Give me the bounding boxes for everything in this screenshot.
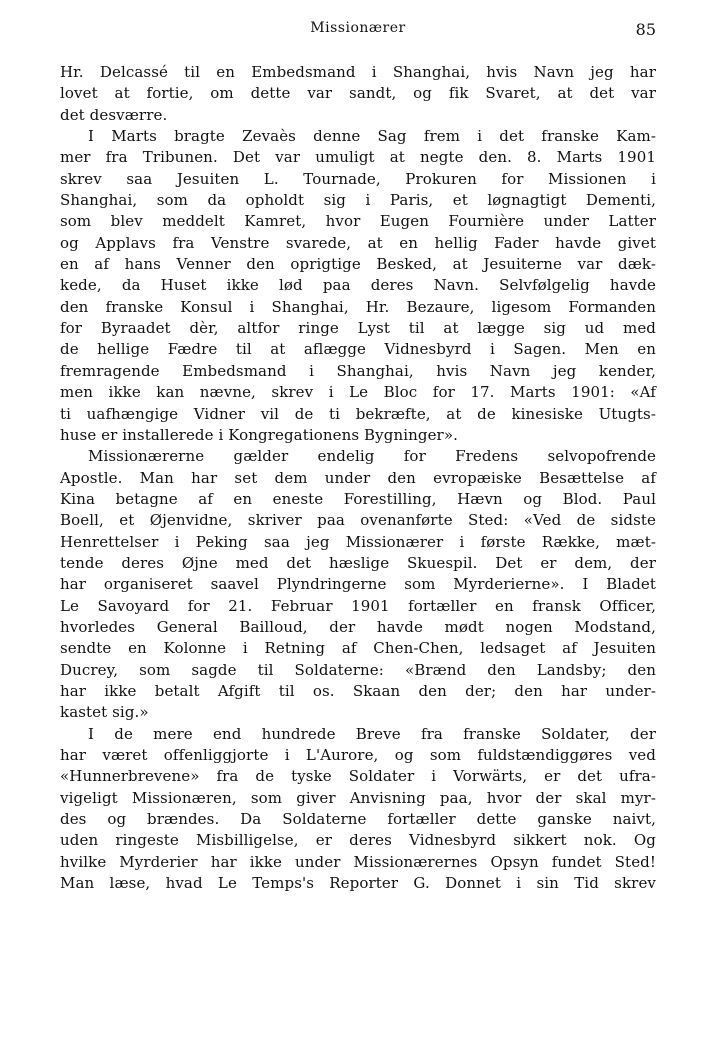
text-line: Le Savoyard for 21. Februar 1901 fortæller en fransk Officer, <box>60 596 656 615</box>
text-line: som blev meddelt Kamret, hvor Eugen Fournière under Latter <box>60 212 656 231</box>
text-line: har organiseret saavel Plyndringerne som Myrderierne». I Bladet <box>60 575 656 594</box>
text-line: skrev saa Jesuiten L. Tournade, Prokuren for Missionen i <box>60 169 656 188</box>
text-line: lovet at fortie, om dette var sandt, og fik Svaret, at det var <box>60 84 656 103</box>
text-line: Ducrey, som sagde til Soldaterne: «Brænd den Landsby; den <box>60 660 656 679</box>
text-line: fremragende Embedsmand i Shanghai, hvis Navn jeg kender, <box>60 361 656 380</box>
text-line: huse er installerede i Kongregationens Bygninger». <box>60 425 458 444</box>
text-line: har ikke betalt Afgift til os. Skaan den der; den har under- <box>60 681 656 700</box>
text-line: kede, da Huset ikke lød paa deres Navn. Selvfølgelig havde <box>60 276 656 295</box>
text-line: hvilke Myrderier har ikke under Missionærernes Opsyn fundet Sted! <box>60 852 656 871</box>
text-line: har været offenliggjorte i L'Aurore, og som fuldstændiggøres ved <box>60 746 656 764</box>
text-line: og Applavs fra Venstre svarede, at en hellig Fader havde givet <box>60 233 656 252</box>
text-line: Boell, et Øjenvidne, skriver paa ovenanførte Sted: «Ved de sidste <box>60 511 656 530</box>
text-line: kastet sig.» <box>60 703 149 722</box>
text-line: «Hunnerbrevene» fra de tyske Soldater i Vorwärts, er det ufra- <box>60 767 656 786</box>
text-line: Missionærerne gælder endelig for Fredens selvopofrende <box>88 447 656 466</box>
text-line: tende deres Øjne med det hæslige Skuespil. Det er dem, der <box>60 553 656 572</box>
text-line: det desværre. <box>60 105 168 124</box>
text-line: Apostle. Man har set dem under den evropæiske Besættelse af <box>60 468 656 487</box>
text-line: sendte en Kolonne i Retning af Chen-Chen, ledsaget af Jesuiten <box>60 639 656 658</box>
text-line: ti uafhængige Vidner vil de ti bekræfte, at de kinesiske Utugts- <box>60 404 656 423</box>
text-line: vigeligt Missionæren, som giver Anvisning paa, hvor der skal myr- <box>60 788 656 807</box>
text-line: Henrettelser i Peking saa jeg Missionærer i første Række, mæt- <box>60 532 656 551</box>
text-line: en af hans Venner den oprigtige Besked, at Jesuiterne var dæk- <box>60 255 656 274</box>
text-line: Kina betagne af en eneste Forestilling, Hævn og Blod. Paul <box>60 489 656 508</box>
text-line: Hr. Delcassé til en Embedsmand i Shanghai, hvis Navn jeg har <box>60 63 656 81</box>
text-line: men ikke kan nævne, skrev i Le Bloc for 17. Marts 1901: «Af <box>60 383 656 402</box>
text-line: I de mere end hundrede Breve fra franske Soldater, der <box>88 724 656 743</box>
text-line: hvorledes General Bailloud, der havde mødt nogen Modstand, <box>60 617 656 636</box>
page-header <box>60 20 656 44</box>
text-line: Shanghai, som da opholdt sig i Paris, et løgnagtigt Dementi, <box>60 191 656 210</box>
text-line: des og brændes. Da Soldaterne fortæller dette ganske naivt, <box>60 810 656 829</box>
running-title: Missionærer <box>310 20 406 36</box>
text-line: de hellige Fædre til at aflægge Vidnesbyrd i Sagen. Men en <box>60 340 656 359</box>
text-line: mer fra Tribunen. Det var umuligt at negte den. 8. Marts 1901 <box>60 148 656 167</box>
text-line: I Marts bragte Zevaès denne Sag frem i det franske Kam- <box>88 127 656 146</box>
text-line: Man læse, hvad Le Temps's Reporter G. Donnet i sin Tid skrev <box>60 874 656 893</box>
text-line: uden ringeste Misbilligelse, er deres Vidnesbyrd sikkert nok. Og <box>60 831 656 850</box>
body-text <box>60 62 656 894</box>
text-line: den franske Konsul i Shanghai, Hr. Bezaure, ligesom Formanden <box>60 297 656 316</box>
text-line: for Byraadet dèr, altfor ringe Lyst til at lægge sig ud med <box>60 319 656 338</box>
page-number: 85 <box>635 20 656 39</box>
